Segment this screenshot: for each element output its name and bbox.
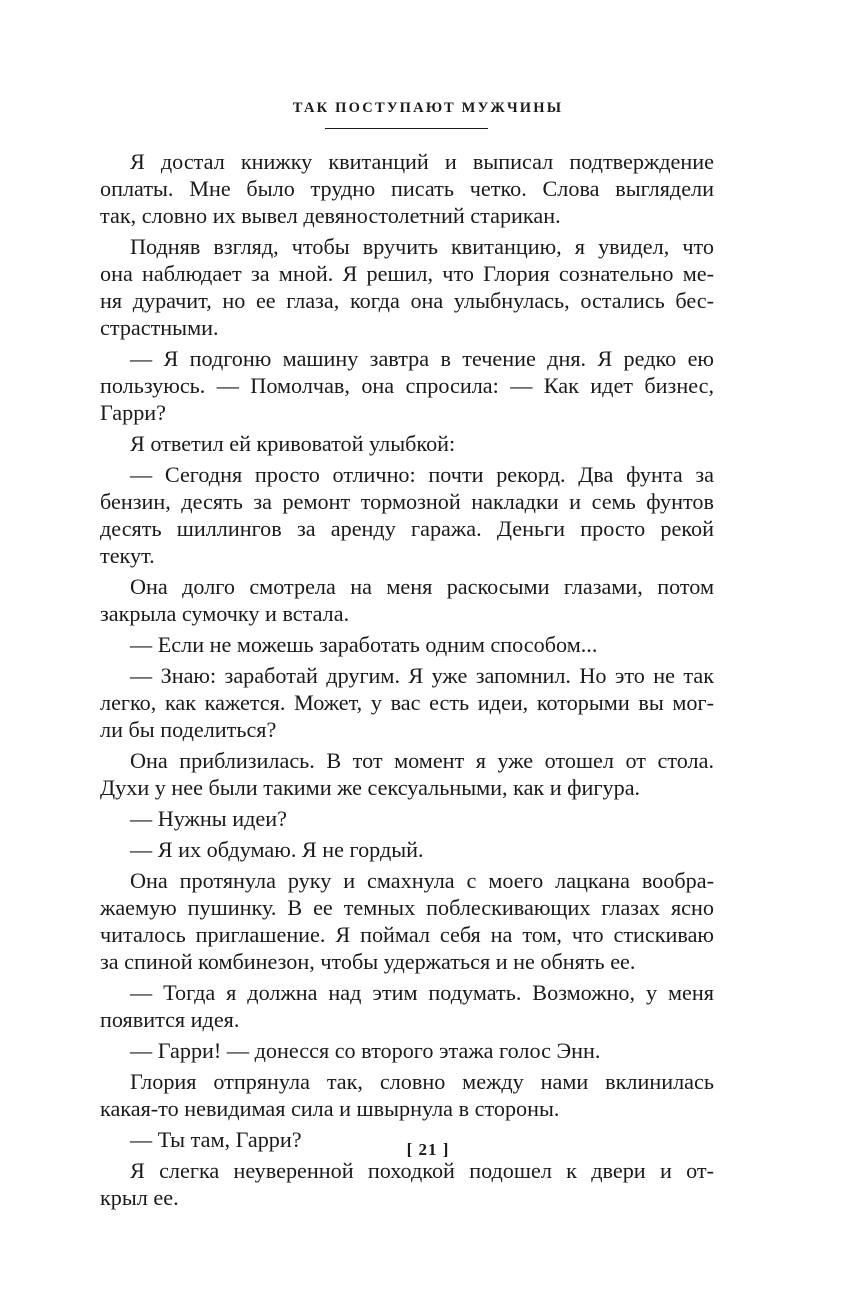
text-line: крыл ее. [100,1185,179,1210]
paragraph [100,1157,714,1211]
text-line: ли бы поделиться? [100,717,277,742]
paragraph [100,148,714,229]
paragraph [100,805,714,832]
text-line: страстными. [100,315,219,340]
paragraph [100,836,714,863]
paragraph [100,867,714,975]
text-line: Глория отпрянула так, словно между нами вклинилась [130,1069,714,1094]
text-line: оплаты. Мне было трудно писать четко. Слова выглядели [100,176,714,201]
text-line: — Нужны идеи? [130,806,287,831]
text-line: Она приблизилась. В тот момент я уже отошел от стола. [130,748,714,773]
text-line: появится идея. [100,1007,240,1032]
text-line: — Я подгоню машину завтра в течение дня. Я редко ею [130,346,714,371]
paragraph [100,979,714,1033]
text-line: ня дурачит, но ее глаза, когда она улыбнулась, остались бес- [100,288,714,313]
text-line: Я слегка неуверенной походкой подошел к двери и от- [130,1158,714,1183]
paragraph [100,573,714,627]
paragraph [100,1068,714,1122]
page-number: [ 21 ] [406,1140,450,1159]
text-line: десять шиллингов за аренду гаража. Деньги просто рекой [100,516,714,541]
paragraph [100,345,714,426]
text-line: — Сегодня просто отлично: почти рекорд. Два фунта за [130,462,714,487]
text-line: за спиной комбинезон, чтобы удержаться и не обнять ее. [100,949,636,974]
text-line: Духи у нее были такими же сексуальными, как и фигура. [100,775,641,800]
paragraph [100,1037,714,1064]
paragraph [100,233,714,341]
text-line: — Тогда я должна над этим подумать. Возможно, у меня [130,980,714,1005]
text-line: читалось приглашение. Я поймал себя на том, что стискиваю [100,922,714,947]
text-line: — Если не можешь заработать одним способом... [130,632,598,657]
paragraph [100,461,714,569]
text-line: текут. [100,543,155,568]
text-line: Она протянула руку и смахнула с моего лацкана вообра- [130,868,714,893]
text-line: бензин, десять за ремонт тормозной накладки и семь фунтов [100,489,714,514]
paragraph [100,747,714,801]
text-line: Я достал книжку квитанций и выписал подтверждение [130,149,714,174]
text-line: пользуюсь. — Помолчав, она спросила: — Как идет бизнес, [100,373,714,398]
text-line: Она долго смотрела на меня раскосыми глазами, потом [130,574,714,599]
running-head: ТАК ПОСТУПАЮТ МУЖЧИНЫ [292,100,564,116]
text-line: — Ты там, Гарри? [130,1127,302,1152]
running-head-rule [325,128,488,129]
text-line: жаемую пушинку. В ее темных поблескивающих глазах ясно [100,895,714,920]
text-line: — Знаю: заработай другим. Я уже запомнил. Но это не так [130,663,714,688]
text-line: какая-то невидимая сила и швырнула в стороны. [100,1096,560,1121]
text-line: Я ответил ей кривоватой улыбкой: [130,431,456,456]
text-line: легко, как кажется. Может, у вас есть идеи, которыми вы мог- [100,690,714,715]
paragraph [100,631,714,658]
text-line: закрыла сумочку и встала. [100,601,350,626]
text-line: — Я их обдумаю. Я не гордый. [130,837,424,862]
text-line: она наблюдает за мной. Я решил, что Глория сознательно ме- [100,261,714,286]
text-line: Гарри? [100,400,167,425]
text-line: Подняв взгляд, чтобы вручить квитанцию, я увидел, что [130,234,714,259]
paragraph [100,662,714,743]
text-line: — Гарри! — донесся со второго этажа голос Энн. [130,1038,601,1063]
paragraph [100,430,714,457]
text-line: так, словно их вывел девяностолетний старикан. [100,203,561,228]
body-text [100,148,714,1211]
